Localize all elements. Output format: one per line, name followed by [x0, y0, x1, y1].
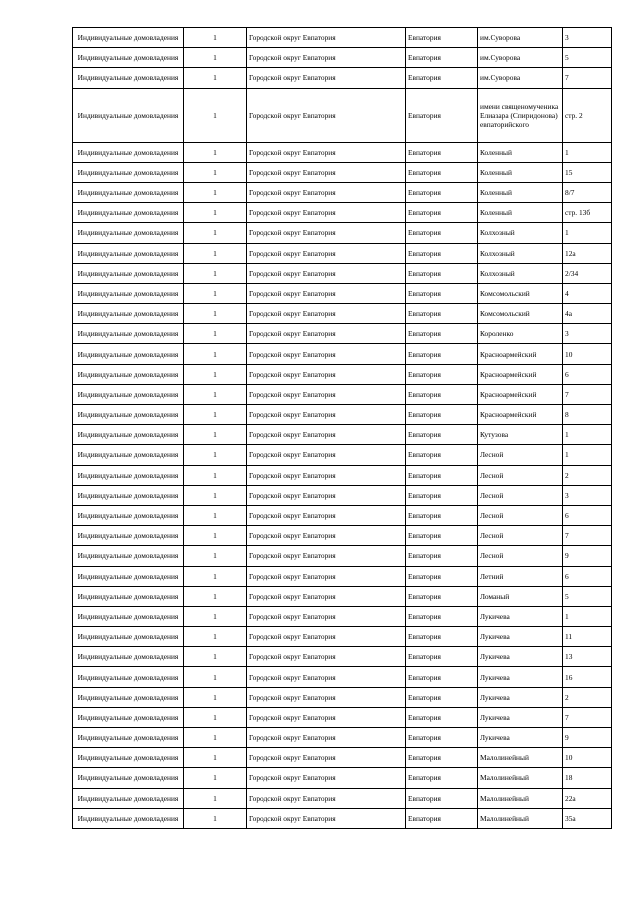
municipality-cell: Городской округ Евпатория	[247, 162, 406, 182]
count-cell: 1	[184, 788, 247, 808]
municipality-cell: Городской округ Евпатория	[247, 324, 406, 344]
municipality-cell: Городской округ Евпатория	[247, 182, 406, 202]
type-cell: Индивидуальные домовладения	[73, 627, 184, 647]
table-row	[73, 142, 612, 162]
locality-cell: Евпатория	[406, 586, 478, 606]
locality-cell: Евпатория	[406, 667, 478, 687]
type-cell: Индивидуальные домовладения	[73, 485, 184, 505]
house-cell: 16	[563, 667, 612, 687]
type-cell: Индивидуальные домовладения	[73, 687, 184, 707]
street-cell: Коленный	[478, 162, 563, 182]
municipality-cell: Городской округ Евпатория	[247, 546, 406, 566]
municipality-cell: Городской округ Евпатория	[247, 566, 406, 586]
house-cell: 4	[563, 283, 612, 303]
locality-cell: Евпатория	[406, 445, 478, 465]
type-cell: Индивидуальные домовладения	[73, 606, 184, 626]
count-cell: 1	[184, 283, 247, 303]
house-cell: 9	[563, 728, 612, 748]
municipality-cell: Городской округ Евпатория	[247, 627, 406, 647]
house-cell: 2/34	[563, 263, 612, 283]
locality-cell: Евпатория	[406, 546, 478, 566]
house-cell: 2	[563, 687, 612, 707]
street-cell: Лукичева	[478, 707, 563, 727]
table-row	[73, 223, 612, 243]
house-cell: 13	[563, 647, 612, 667]
table-row	[73, 263, 612, 283]
house-cell: 35а	[563, 808, 612, 828]
municipality-cell: Городской округ Евпатория	[247, 768, 406, 788]
house-cell: 3	[563, 28, 612, 48]
table-row	[73, 425, 612, 445]
house-cell: 1	[563, 606, 612, 626]
table-row	[73, 546, 612, 566]
house-cell: 6	[563, 364, 612, 384]
street-cell: Колхозный	[478, 263, 563, 283]
municipality-cell: Городской округ Евпатория	[247, 667, 406, 687]
count-cell: 1	[184, 263, 247, 283]
address-table	[72, 27, 612, 829]
count-cell: 1	[184, 627, 247, 647]
type-cell: Индивидуальные домовладения	[73, 48, 184, 68]
municipality-cell: Городской округ Евпатория	[247, 687, 406, 707]
municipality-cell: Городской округ Евпатория	[247, 728, 406, 748]
type-cell: Индивидуальные домовладения	[73, 808, 184, 828]
street-cell: Малолинейный	[478, 808, 563, 828]
table-row	[73, 384, 612, 404]
table-row	[73, 627, 612, 647]
house-cell: 7	[563, 526, 612, 546]
count-cell: 1	[184, 162, 247, 182]
type-cell: Индивидуальные домовладения	[73, 88, 184, 142]
count-cell: 1	[184, 324, 247, 344]
house-cell: 12а	[563, 243, 612, 263]
street-cell: им.Суворова	[478, 68, 563, 88]
locality-cell: Евпатория	[406, 748, 478, 768]
street-cell: Коленный	[478, 203, 563, 223]
locality-cell: Евпатория	[406, 768, 478, 788]
locality-cell: Евпатория	[406, 364, 478, 384]
house-cell: стр. 13б	[563, 203, 612, 223]
locality-cell: Евпатория	[406, 687, 478, 707]
locality-cell: Евпатория	[406, 526, 478, 546]
house-cell: 11	[563, 627, 612, 647]
locality-cell: Евпатория	[406, 88, 478, 142]
house-cell: 7	[563, 384, 612, 404]
house-cell: 2	[563, 465, 612, 485]
street-cell: Лукичева	[478, 647, 563, 667]
street-cell: Комсомольский	[478, 283, 563, 303]
count-cell: 1	[184, 606, 247, 626]
street-cell: Лесной	[478, 505, 563, 525]
table-row	[73, 667, 612, 687]
house-cell: 10	[563, 344, 612, 364]
street-cell: Лукичева	[478, 728, 563, 748]
street-cell: Малолинейный	[478, 748, 563, 768]
street-cell: Коленный	[478, 142, 563, 162]
municipality-cell: Городской округ Евпатория	[247, 68, 406, 88]
table-row	[73, 647, 612, 667]
house-cell: 6	[563, 505, 612, 525]
table-row	[73, 162, 612, 182]
street-cell: Колхозный	[478, 223, 563, 243]
locality-cell: Евпатория	[406, 808, 478, 828]
municipality-cell: Городской округ Евпатория	[247, 283, 406, 303]
locality-cell: Евпатория	[406, 304, 478, 324]
table-row	[73, 182, 612, 202]
count-cell: 1	[184, 667, 247, 687]
count-cell: 1	[184, 546, 247, 566]
locality-cell: Евпатория	[406, 485, 478, 505]
count-cell: 1	[184, 142, 247, 162]
municipality-cell: Городской округ Евпатория	[247, 384, 406, 404]
street-cell: Красноармейский	[478, 384, 563, 404]
house-cell: стр. 2	[563, 88, 612, 142]
table-row	[73, 28, 612, 48]
type-cell: Индивидуальные домовладения	[73, 566, 184, 586]
table-row	[73, 203, 612, 223]
street-cell: Лесной	[478, 445, 563, 465]
house-cell: 1	[563, 142, 612, 162]
type-cell: Индивидуальные домовладения	[73, 647, 184, 667]
table-row	[73, 405, 612, 425]
count-cell: 1	[184, 748, 247, 768]
count-cell: 1	[184, 808, 247, 828]
locality-cell: Евпатория	[406, 142, 478, 162]
count-cell: 1	[184, 68, 247, 88]
count-cell: 1	[184, 485, 247, 505]
count-cell: 1	[184, 687, 247, 707]
municipality-cell: Городской округ Евпатория	[247, 748, 406, 768]
count-cell: 1	[184, 425, 247, 445]
locality-cell: Евпатория	[406, 223, 478, 243]
municipality-cell: Городской округ Евпатория	[247, 304, 406, 324]
type-cell: Индивидуальные домовладения	[73, 425, 184, 445]
table-row	[73, 344, 612, 364]
locality-cell: Евпатория	[406, 566, 478, 586]
house-cell: 5	[563, 48, 612, 68]
count-cell: 1	[184, 384, 247, 404]
municipality-cell: Городской округ Евпатория	[247, 263, 406, 283]
locality-cell: Евпатория	[406, 324, 478, 344]
street-cell: Лукичева	[478, 606, 563, 626]
street-cell: Кутузова	[478, 425, 563, 445]
count-cell: 1	[184, 707, 247, 727]
municipality-cell: Городской округ Евпатория	[247, 788, 406, 808]
locality-cell: Евпатория	[406, 505, 478, 525]
table-row	[73, 768, 612, 788]
municipality-cell: Городской округ Евпатория	[247, 808, 406, 828]
table-row	[73, 485, 612, 505]
house-cell: 3	[563, 324, 612, 344]
locality-cell: Евпатория	[406, 788, 478, 808]
table-row	[73, 526, 612, 546]
municipality-cell: Городской округ Евпатория	[247, 223, 406, 243]
type-cell: Индивидуальные домовладения	[73, 182, 184, 202]
type-cell: Индивидуальные домовладения	[73, 667, 184, 687]
locality-cell: Евпатория	[406, 647, 478, 667]
locality-cell: Евпатория	[406, 425, 478, 445]
table-row	[73, 586, 612, 606]
street-cell: Колхозный	[478, 243, 563, 263]
type-cell: Индивидуальные домовладения	[73, 748, 184, 768]
type-cell: Индивидуальные домовладения	[73, 203, 184, 223]
street-cell: Лесной	[478, 546, 563, 566]
table-row	[73, 324, 612, 344]
type-cell: Индивидуальные домовладения	[73, 546, 184, 566]
locality-cell: Евпатория	[406, 263, 478, 283]
municipality-cell: Городской округ Евпатория	[247, 505, 406, 525]
locality-cell: Евпатория	[406, 243, 478, 263]
locality-cell: Евпатория	[406, 707, 478, 727]
count-cell: 1	[184, 566, 247, 586]
locality-cell: Евпатория	[406, 203, 478, 223]
house-cell: 22а	[563, 788, 612, 808]
locality-cell: Евпатория	[406, 627, 478, 647]
municipality-cell: Городской округ Евпатория	[247, 48, 406, 68]
street-cell: Малолинейный	[478, 788, 563, 808]
count-cell: 1	[184, 647, 247, 667]
table-row	[73, 68, 612, 88]
count-cell: 1	[184, 223, 247, 243]
type-cell: Индивидуальные домовладения	[73, 283, 184, 303]
count-cell: 1	[184, 88, 247, 142]
type-cell: Индивидуальные домовладения	[73, 384, 184, 404]
count-cell: 1	[184, 28, 247, 48]
type-cell: Индивидуальные домовладения	[73, 324, 184, 344]
type-cell: Индивидуальные домовладения	[73, 263, 184, 283]
table-row	[73, 687, 612, 707]
count-cell: 1	[184, 505, 247, 525]
street-cell: Лесной	[478, 465, 563, 485]
type-cell: Индивидуальные домовладения	[73, 707, 184, 727]
count-cell: 1	[184, 344, 247, 364]
table-row	[73, 808, 612, 828]
address-table-body	[73, 28, 612, 829]
house-cell: 3	[563, 485, 612, 505]
municipality-cell: Городской округ Евпатория	[247, 28, 406, 48]
table-row	[73, 606, 612, 626]
table-row	[73, 88, 612, 142]
type-cell: Индивидуальные домовладения	[73, 526, 184, 546]
municipality-cell: Городской округ Евпатория	[247, 425, 406, 445]
street-cell: Красноармейский	[478, 364, 563, 384]
municipality-cell: Городской округ Евпатория	[247, 526, 406, 546]
municipality-cell: Городской округ Евпатория	[247, 586, 406, 606]
municipality-cell: Городской округ Евпатория	[247, 707, 406, 727]
type-cell: Индивидуальные домовладения	[73, 728, 184, 748]
house-cell: 1	[563, 425, 612, 445]
house-cell: 9	[563, 546, 612, 566]
count-cell: 1	[184, 405, 247, 425]
street-cell: Короленко	[478, 324, 563, 344]
locality-cell: Евпатория	[406, 405, 478, 425]
table-row	[73, 304, 612, 324]
house-cell: 7	[563, 707, 612, 727]
street-cell: Коленный	[478, 182, 563, 202]
street-cell: Лукичева	[478, 627, 563, 647]
locality-cell: Евпатория	[406, 465, 478, 485]
locality-cell: Евпатория	[406, 606, 478, 626]
street-cell: Лукичева	[478, 687, 563, 707]
table-row	[73, 283, 612, 303]
locality-cell: Евпатория	[406, 48, 478, 68]
type-cell: Индивидуальные домовладения	[73, 505, 184, 525]
municipality-cell: Городской округ Евпатория	[247, 445, 406, 465]
house-cell: 18	[563, 768, 612, 788]
street-cell: Лесной	[478, 526, 563, 546]
street-cell: Лукичева	[478, 667, 563, 687]
type-cell: Индивидуальные домовладения	[73, 445, 184, 465]
type-cell: Индивидуальные домовладения	[73, 142, 184, 162]
municipality-cell: Городской округ Евпатория	[247, 485, 406, 505]
house-cell: 10	[563, 748, 612, 768]
locality-cell: Евпатория	[406, 384, 478, 404]
municipality-cell: Городской округ Евпатория	[247, 647, 406, 667]
locality-cell: Евпатория	[406, 344, 478, 364]
type-cell: Индивидуальные домовладения	[73, 405, 184, 425]
street-cell: им.Суворова	[478, 48, 563, 68]
table-row	[73, 465, 612, 485]
house-cell: 8/7	[563, 182, 612, 202]
table-row	[73, 243, 612, 263]
municipality-cell: Городской округ Евпатория	[247, 465, 406, 485]
table-row	[73, 48, 612, 68]
municipality-cell: Городской округ Евпатория	[247, 88, 406, 142]
street-cell: им.Суворова	[478, 28, 563, 48]
locality-cell: Евпатория	[406, 728, 478, 748]
type-cell: Индивидуальные домовладения	[73, 304, 184, 324]
count-cell: 1	[184, 465, 247, 485]
count-cell: 1	[184, 445, 247, 465]
count-cell: 1	[184, 768, 247, 788]
table-row	[73, 505, 612, 525]
locality-cell: Евпатория	[406, 162, 478, 182]
table-row	[73, 707, 612, 727]
table-row	[73, 445, 612, 465]
count-cell: 1	[184, 586, 247, 606]
locality-cell: Евпатория	[406, 68, 478, 88]
table-row	[73, 364, 612, 384]
type-cell: Индивидуальные домовладения	[73, 243, 184, 263]
type-cell: Индивидуальные домовладения	[73, 68, 184, 88]
street-cell: Комсомольский	[478, 304, 563, 324]
count-cell: 1	[184, 48, 247, 68]
type-cell: Индивидуальные домовладения	[73, 28, 184, 48]
municipality-cell: Городской округ Евпатория	[247, 364, 406, 384]
locality-cell: Евпатория	[406, 182, 478, 202]
municipality-cell: Городской округ Евпатория	[247, 405, 406, 425]
house-cell: 8	[563, 405, 612, 425]
type-cell: Индивидуальные домовладения	[73, 586, 184, 606]
type-cell: Индивидуальные домовладения	[73, 364, 184, 384]
count-cell: 1	[184, 182, 247, 202]
count-cell: 1	[184, 728, 247, 748]
locality-cell: Евпатория	[406, 283, 478, 303]
locality-cell: Евпатория	[406, 28, 478, 48]
type-cell: Индивидуальные домовладения	[73, 788, 184, 808]
table-row	[73, 788, 612, 808]
type-cell: Индивидуальные домовладения	[73, 344, 184, 364]
house-cell: 1	[563, 223, 612, 243]
street-cell: Летний	[478, 566, 563, 586]
count-cell: 1	[184, 526, 247, 546]
count-cell: 1	[184, 243, 247, 263]
table-row	[73, 566, 612, 586]
count-cell: 1	[184, 203, 247, 223]
house-cell: 7	[563, 68, 612, 88]
municipality-cell: Городской округ Евпатория	[247, 606, 406, 626]
street-cell: Малолинейный	[478, 768, 563, 788]
house-cell: 15	[563, 162, 612, 182]
type-cell: Индивидуальные домовладения	[73, 768, 184, 788]
street-cell: Красноармейский	[478, 405, 563, 425]
count-cell: 1	[184, 364, 247, 384]
type-cell: Индивидуальные домовладения	[73, 162, 184, 182]
house-cell: 5	[563, 586, 612, 606]
street-cell: Лесной	[478, 485, 563, 505]
house-cell: 6	[563, 566, 612, 586]
type-cell: Индивидуальные домовладения	[73, 223, 184, 243]
table-row	[73, 748, 612, 768]
municipality-cell: Городской округ Евпатория	[247, 243, 406, 263]
street-cell: Красноармейский	[478, 344, 563, 364]
table-row	[73, 728, 612, 748]
house-cell: 1	[563, 445, 612, 465]
house-cell: 4а	[563, 304, 612, 324]
street-cell: Ломаный	[478, 586, 563, 606]
street-cell: имени священомученика Елиазара (Спиридонова) евпаторийского	[478, 88, 563, 142]
count-cell: 1	[184, 304, 247, 324]
municipality-cell: Городской округ Евпатория	[247, 142, 406, 162]
type-cell: Индивидуальные домовладения	[73, 465, 184, 485]
municipality-cell: Городской округ Евпатория	[247, 344, 406, 364]
municipality-cell: Городской округ Евпатория	[247, 203, 406, 223]
